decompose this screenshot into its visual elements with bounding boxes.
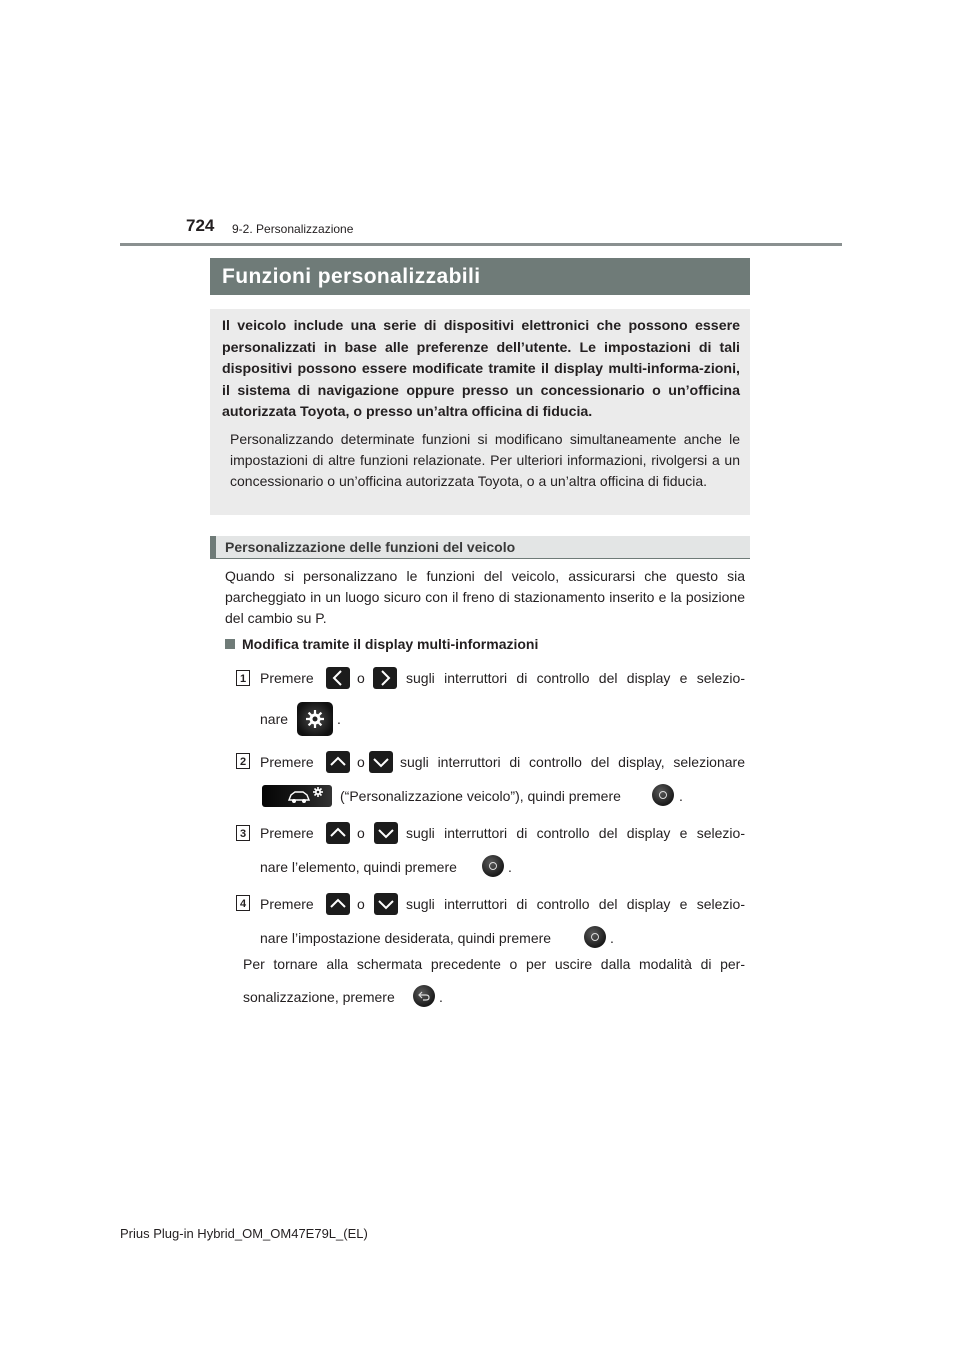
up-arrow-icon [326, 893, 350, 915]
subsection-title: Personalizzazione delle funzioni del veicolo [210, 536, 750, 559]
ok-button-icon [652, 784, 674, 806]
header-rule [120, 243, 842, 246]
vehicle-settings-icon [262, 785, 332, 807]
step2-o: o [357, 754, 365, 770]
step2-premere: Premere [260, 754, 314, 770]
step1-text: sugli interruttori di controllo del display e selezio- [406, 670, 745, 686]
intro-note: Personalizzando determinate funzioni si modificano simultaneamente anche le impostazioni di altre funzioni relazionate. Per ulteriori informazioni, rivolgersi a un concessionario o un’officina autorizzata Toyota, o a un’altra officina di fiducia. [230, 430, 740, 489]
step-number-4: 4 [236, 895, 250, 911]
step3-text-2: nare l’elemento, quindi premere [260, 859, 457, 875]
ok-button-icon [482, 855, 504, 877]
step3-end: . [508, 859, 512, 875]
settings-gear-icon [297, 702, 333, 736]
closing-text-2: sonalizzazione, premere [243, 989, 395, 1005]
subheading [225, 636, 538, 652]
step-number-1: 1 [236, 670, 250, 686]
step-number-2: 2 [236, 753, 250, 769]
step4-o: o [357, 896, 365, 912]
step1-end: . [337, 711, 341, 727]
step2-end: . [679, 788, 683, 804]
step3-premere: Premere [260, 825, 314, 841]
step3-text: sugli interruttori di controllo del display e selezio- [406, 825, 745, 841]
intro-text: Il veicolo include una serie di dispositivi elettronici che possono essere personalizzati in base alle preferenze dell’utente. Le impostazioni di tali dispositivi possono essere modificate tramite il display multi-informa-zioni, il sistema di navigazione oppure presso un concessionario o un’officina autorizzata Toyota, o presso un’altra officina di fiducia. [222, 318, 740, 420]
closing-text: Per tornare alla schermata precedente o per uscire dalla modalità di per- [243, 956, 745, 972]
page-title: Funzioni personalizzabili [210, 258, 750, 295]
step2-text-2: (“Personalizzazione veicolo”), quindi premere [340, 788, 621, 804]
left-arrow-icon [326, 667, 350, 689]
step1-o: o [357, 670, 365, 686]
down-arrow-icon [374, 893, 398, 915]
up-arrow-icon [326, 822, 350, 844]
step2-text: sugli interruttori di controllo del display, selezionare [400, 754, 745, 770]
step4-premere: Premere [260, 896, 314, 912]
subheading-text: Modifica tramite il display multi-informazioni [242, 636, 539, 652]
closing-end: . [439, 989, 443, 1005]
section-title: 9-2. Personalizzazione [232, 222, 354, 236]
step-number-3: 3 [236, 825, 250, 841]
back-button-icon [413, 985, 435, 1007]
square-bullet-icon [225, 639, 235, 649]
intro-box [210, 309, 750, 515]
page-number: 724 [186, 216, 215, 235]
step1-premere: Premere [260, 670, 314, 686]
intro-paragraph: Quando si personalizzano le funzioni del veicolo, assicurarsi che questo sia parcheggiato in un luogo sicuro con il freno di stazionamento inserito e la posizione del cambio su P. [225, 568, 745, 626]
footer-text: Prius Plug-in Hybrid_OM_OM47E79L_(EL) [120, 1226, 368, 1241]
up-arrow-icon [326, 751, 350, 773]
down-arrow-icon [369, 751, 393, 773]
step3-o: o [357, 825, 365, 841]
down-arrow-icon [374, 822, 398, 844]
step4-text-2: nare l’impostazione desiderata, quindi premere [260, 930, 552, 946]
step4-end: . [610, 930, 614, 946]
right-arrow-icon [373, 667, 397, 689]
ok-button-icon [584, 926, 606, 948]
step1-nare: nare [260, 711, 289, 727]
step4-text: sugli interruttori di controllo del display e selezio- [406, 896, 745, 912]
